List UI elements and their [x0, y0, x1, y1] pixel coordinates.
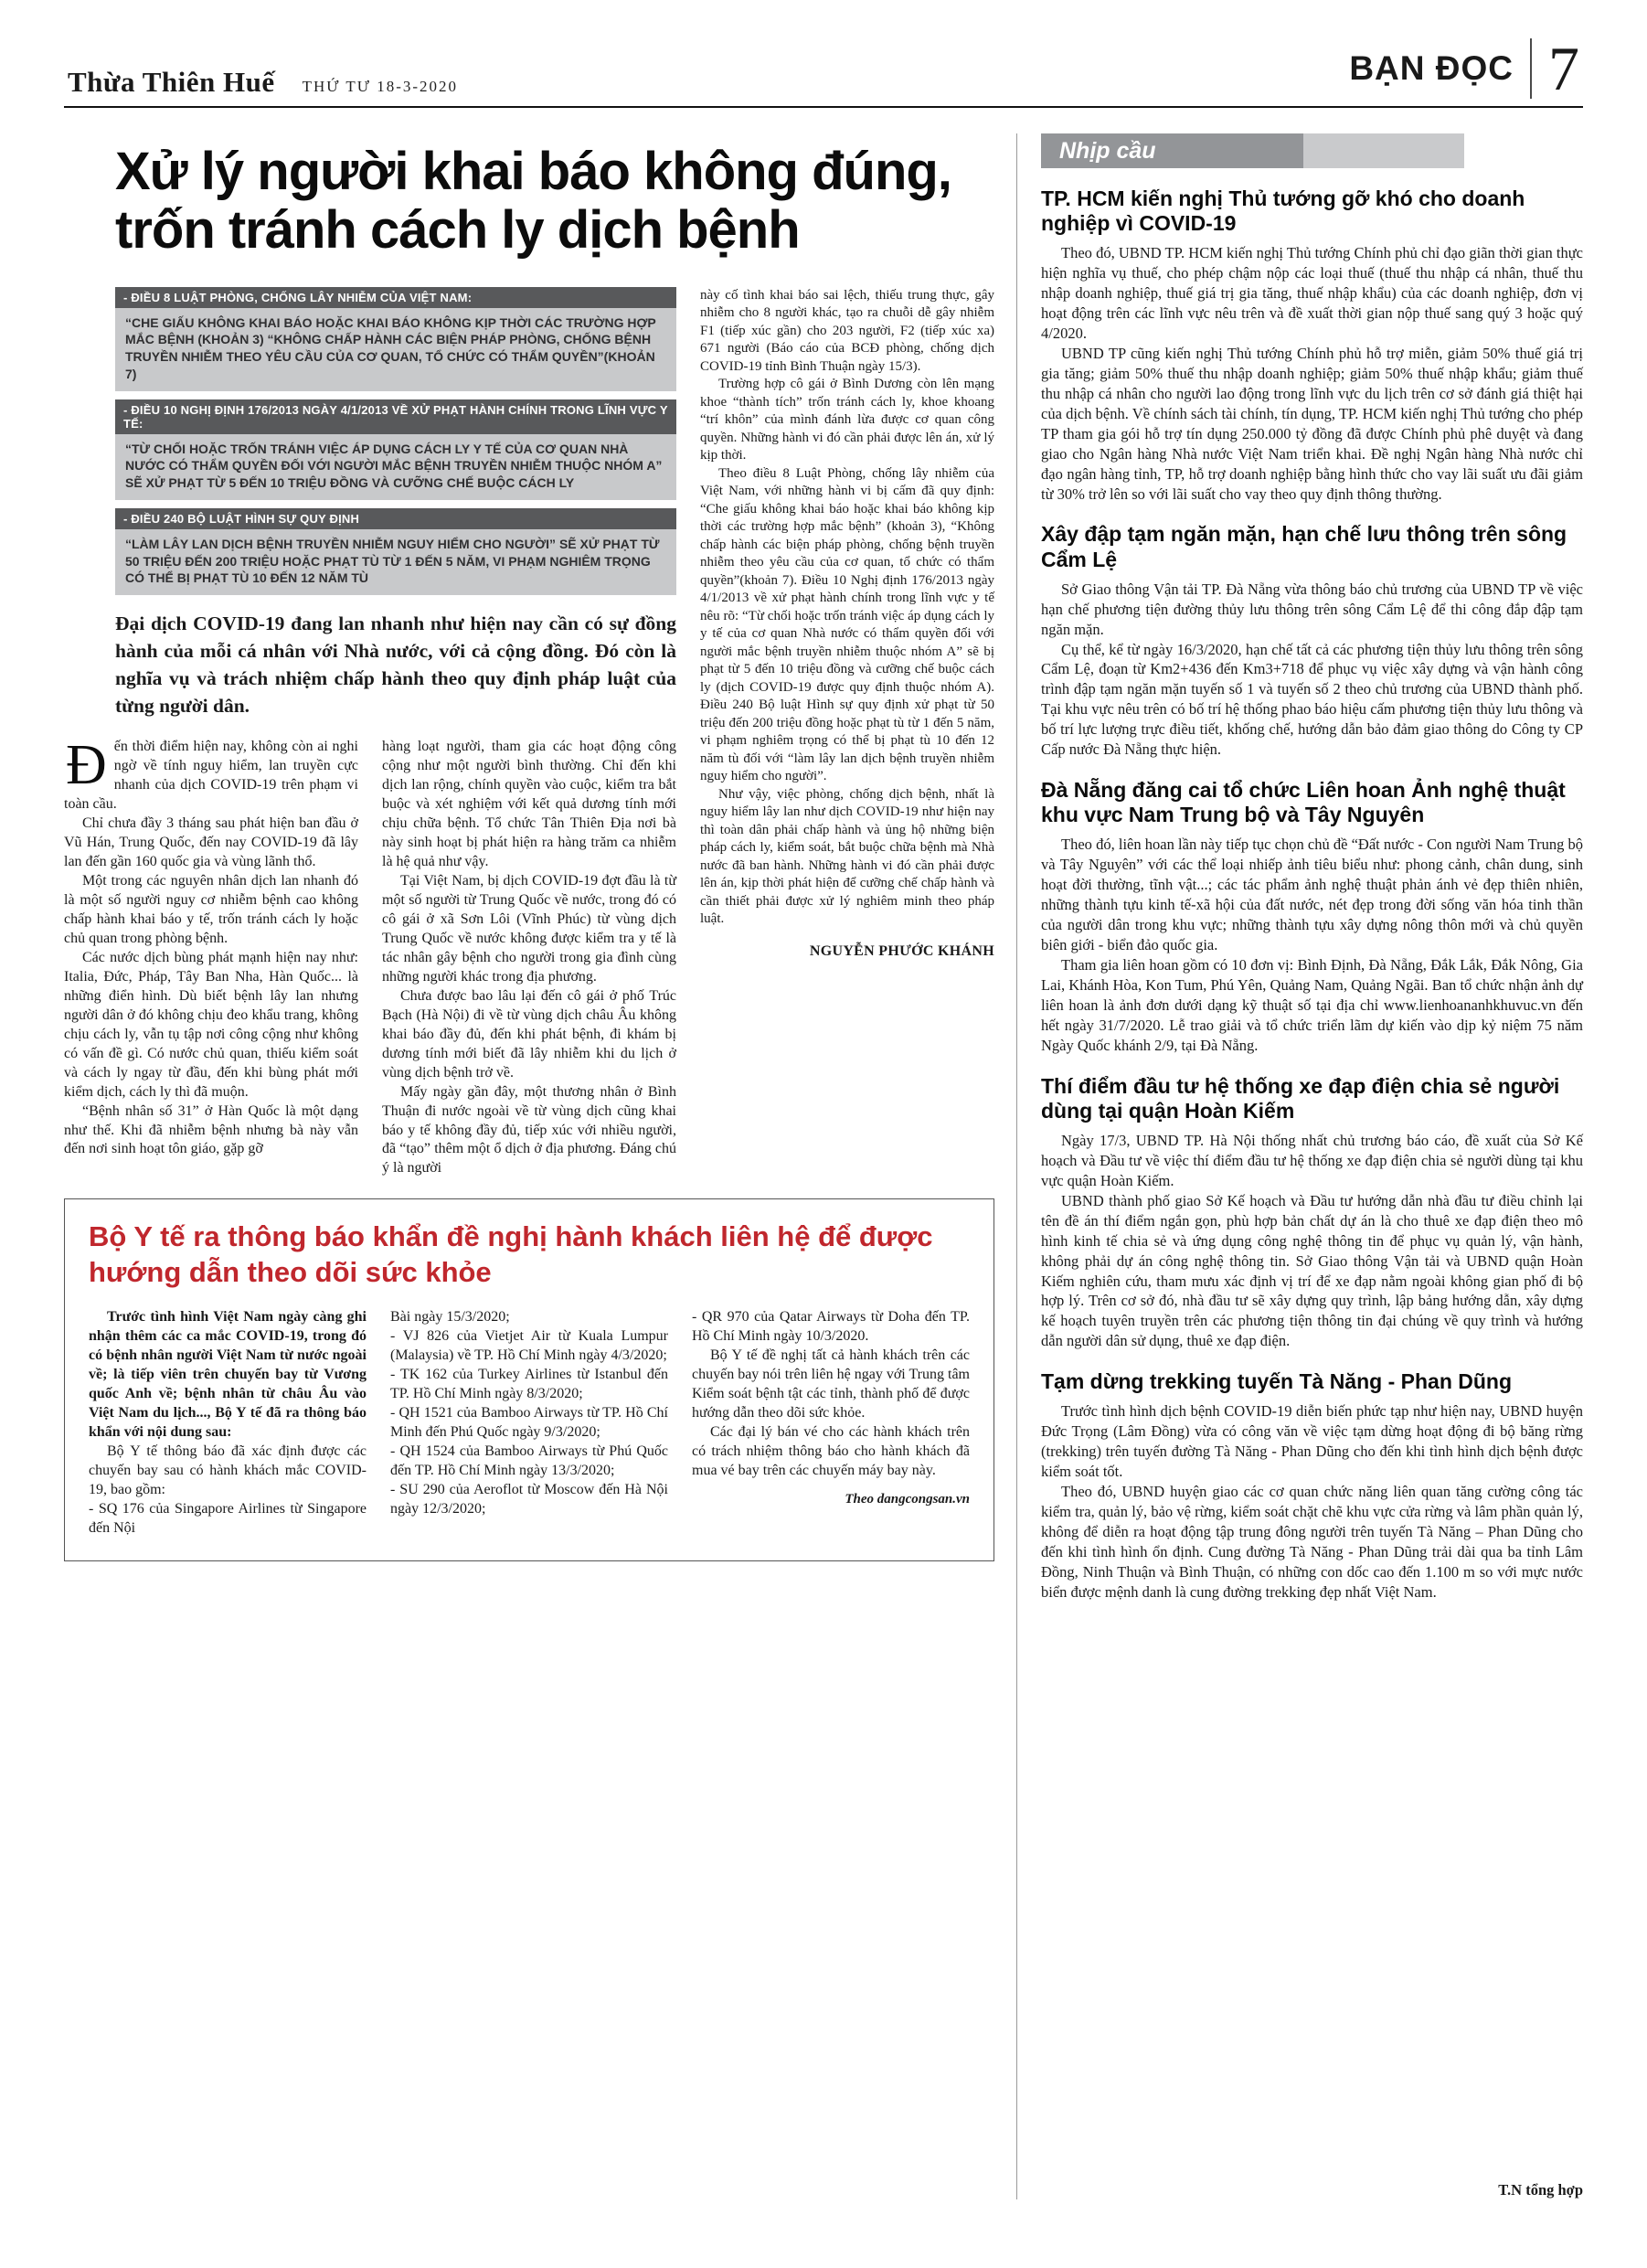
body-paragraph: Bộ Y tế thông báo đã xác định được các chuyến bay sau có hành khách mắc COVID-19, bao gồm:: [89, 1443, 367, 1497]
article-column-2: [382, 738, 676, 1178]
sidebar-byline: T.N tổng hợp: [1498, 2181, 1583, 2199]
body-paragraph: Các nước dịch bùng phát mạnh hiện nay như: Italia, Đức, Pháp, Tây Ban Nha, Hàn Quốc... là những điển hình. Dù biết bệnh lây lan nhưng người dân ở đó không chịu đeo khẩu trang, không chịu cách ly, vẫn tụ tập nơi công cộng như không có vấn đề gì. Có nước chủ quan, thiếu kiểm soát và cách ly ngay từ đầu, đến khi bùng phát mới kiểm dịch, cách ly thì đã muộn.: [64, 949, 358, 1100]
notice-column-1: [89, 1308, 367, 1538]
notice-column-3: [692, 1308, 970, 1538]
body-paragraph: UBND thành phố giao Sở Kế hoạch và Đầu tư hướng dẫn nhà đầu tư điều chỉnh lại tên đề án thí điểm ngắn gọn, phù hợp bản chất dự án là cho thuê xe đạp điện theo mô hình kinh tế chia sẻ và ứng dụng công nghệ thông tin để phục vụ quản lý, vận hành, không phải dự án công nghệ thông tin. Sở Giao thông Vận tải và UBND quận Hoàn Kiếm nghiên cứu, tham mưu xác định vị trí để xe đạp nằm ngoài không gian phố đi bộ hợp lý. Trên cơ sở đó, nhà đầu tư sẽ xây dựng quy trình, lập bảng hướng dẫn, xây dựng kế hoạch tuyên truyền trên các phương tiện thông tin đại chúng về quy trình và hướng dẫn người dân sử dụng, thuê xe đạp điện.: [1041, 1191, 1583, 1350]
sidebar-article-headline: TP. HCM kiến nghị Thủ tướng gỡ khó cho doanh nghiệp vì COVID-19: [1041, 186, 1525, 236]
main-article: [64, 133, 1016, 2199]
body-paragraph: - QH 1524 của Bamboo Airways từ Phú Quốc đến TP. Hồ Chí Minh ngày 13/3/2020;: [390, 1443, 668, 1478]
body-paragraph: Theo đó, UBND huyện giao các cơ quan chức năng liên quan tăng cường công tác kiểm tra, quản lý, bảo vệ rừng, kiểm soát chặt chẽ khu vực cửa rừng và lâm phần quản lý, không để diễn ra hoạt động tập trung đông người trên tuyến Tà Năng – Phan Dũng cho đến khi tình hình ổn định. Cung đường Tà Năng - Phan Dũng trải dài qua ba tỉnh Lâm Đồng, Ninh Thuận và Bình Thuận, có những con dốc cao đến 1.100 m so với mực nước biển được mệnh danh là cung đường trekking đẹp nhất Việt Nam.: [1041, 1483, 1583, 1601]
notice-headline: Bộ Y tế ra thông báo khẩn đề nghị hành khách liên hệ để được hướng dẫn theo dõi sức khỏe: [89, 1220, 933, 1288]
content-area: [64, 133, 1583, 2199]
author-byline: NGUYỄN PHƯỚC KHÁNH: [809, 942, 994, 959]
header-rule: [64, 106, 1583, 108]
body-paragraph: Sở Giao thông Vận tải TP. Đà Nẵng vừa thông báo chủ trương của UBND TP về việc hạn chế phương tiện đường thủy lưu thông trên sông Cẩm Lệ để thi công đắp đập tạm ngăn mặn.: [1041, 580, 1583, 638]
section-name: BẠN ĐỌC: [1349, 49, 1514, 87]
sidebar-article: [1041, 1369, 1583, 1603]
sidebar-article-headline: Xây đập tạm ngăn mặn, hạn chế lưu thông trên sông Cẩm Lệ: [1041, 522, 1567, 571]
body-paragraph: Theo điều 8 Luật Phòng, chống lây nhiễm của Việt Nam, với những hành vi bị cấm đã quy định: “Che giấu không khai báo hoặc khai báo không kịp thời các trường hợp mắc bệnh” (khoản 3), “Không chấp hành các biện pháp phòng, chống bệnh truyền nhiễm theo yêu cầu của cơ quan, tổ chức có thẩm quyền”(khoản 7). Điều 10 Nghị định 176/2013 ngày 4/1/2013 về xử phạt hành chính trong lĩnh vực y tế nêu rõ: “Từ chối hoặc trốn tránh việc áp dụng cách ly y tế của cơ quan Nhà nước có thẩm quyền đối với người mắc bệnh truyền nhiễm thuộc nhóm A” sẽ bị phạt từ 5 đến 10 triệu đồng và cưỡng chế buộc cách ly (dịch COVID-19 được quy định thuộc nhóm A). Điều 240 Bộ luật Hình sự quy định xử phạt từ 50 triệu đến 200 triệu đồng hoặc phạt tù từ 1 đến 5 năm, vi phạm nghiêm trọng có thể bị phạt tù 10 đến 12 năm tù đối với “làm lây lan dịch bệnh truyền nhiễm nguy hiểm cho người”.: [700, 465, 994, 784]
lead-paragraph: Đại dịch COVID-19 đang lan nhanh như hiện nay cần có sự đồng hành của mỗi cá nhân với Nhà nước, với cả cộng đồng. Đó còn là nghĩa vụ và trách nhiệm chấp hành theo quy định pháp luật của từng người dân.: [115, 612, 676, 718]
body-paragraph: Đến thời điểm hiện nay, không còn ai nghi ngờ về tính nguy hiểm, lan truyền cực nhanh của dịch COVID-19 trên phạm vi toàn cầu.: [64, 734, 358, 813]
body-paragraph: Tham gia liên hoan gồm có 10 đơn vị: Bình Định, Đà Nẵng, Đắk Lắk, Đắk Nông, Gia Lai, Khánh Hòa, Kon Tum, Phú Yên, Quảng Nam, Quảng Ngãi. Ban tổ chức nhận ảnh dự liên hoan là ảnh đơn dưới dạng kỹ thuật số tại địa chỉ www.lienhoananhkhuvuc.vn đến hết ngày 31/7/2020. Lễ trao giải và tổ chức triển lãm dự kiến vào dịp kỷ niệm 75 năm Ngày Quốc khánh 2/9, tại Đà Nẵng.: [1041, 956, 1583, 1054]
article-column-1: [64, 734, 358, 1178]
body-paragraph: này cố tình khai báo sai lệch, thiếu trung thực, gây nhiễm cho 8 người khác, tạo ra chuỗi dễ gây nhiễm F1 (tiếp xúc gần) cho 203 người, F2 (tiếp xúc xa) 671 người (Báo cáo của BCĐ phòng, chống dịch COVID-19 tỉnh Bình Thuận ngày 15/3).: [700, 287, 994, 374]
sidebar-article: [1041, 522, 1583, 760]
drop-cap: Đ: [66, 734, 107, 797]
article-column-3: [700, 287, 994, 1179]
body-paragraph: Theo đó, liên hoan lần này tiếp tục chọn chủ đề “Đất nước - Con người Nam Trung bộ và Tây Nguyên” với các thể loại nhiếp ảnh tiêu biểu như: phong cảnh, chân dung, sinh hoạt đời thường, tĩnh vật...; các tác phẩm ảnh nghệ thuật phản ánh vẻ đẹp thiên nhiên, những thành tựu kinh tế-xã hội của đất nước, nét đẹp trong đời sống văn hóa tinh thần của người dân trong khu vực; những thành tựu xây dựng nông thôn mới và chủ quyền biên giới - biển đảo quốc gia.: [1041, 836, 1583, 954]
masthead-group: [68, 66, 458, 99]
body-paragraph: Chỉ chưa đầy 3 tháng sau phát hiện ban đầu ở Vũ Hán, Trung Quốc, đến nay COVID-19 đã lây lan đến gần 160 quốc gia và vùng lãnh thổ.: [64, 815, 358, 870]
body-paragraph: - SQ 176 của Singapore Airlines từ Singapore đến Nội: [89, 1500, 367, 1536]
sidebar-article: [1041, 778, 1583, 1056]
section-banner: [1041, 133, 1464, 168]
body-paragraph: - QH 1521 của Bamboo Airways từ TP. Hồ Chí Minh đến Phú Quốc ngày 9/3/2020;: [390, 1405, 668, 1440]
sidebar-articles: [1041, 183, 1583, 1603]
health-notice-box: [64, 1198, 994, 1560]
law-box-label: - ĐIỀU 8 LUẬT PHÒNG, CHỐNG LÂY NHIỄM CỦA VIỆT NAM:: [115, 287, 676, 308]
law-box-label: - ĐIỀU 240 BỘ LUẬT HÌNH SỰ QUY ĐỊNH: [115, 508, 676, 529]
law-box: [115, 399, 676, 500]
body-paragraph: Bộ Y tế đề nghị tất cả hành khách trên các chuyến bay nói trên liên hệ ngay với Trung tâm Kiểm soát bệnh tật các tỉnh, thành phố để được hướng dẫn theo dõi sức khỏe.: [692, 1347, 970, 1421]
body-paragraph: Các đại lý bán vé cho các hành khách trên có trách nhiệm thông báo cho hành khách đã mua vé bay trên các chuyến máy bay này.: [692, 1423, 970, 1478]
header-divider: [1530, 38, 1532, 99]
body-paragraph: hàng loạt người, tham gia các hoạt động công cộng như một người bình thường. Chỉ đến khi dịch lan rộng, chính quyền vào cuộc, kiểm tra bắt buộc và xét nghiệm với kết quả dương tính mới chịu chữa bệnh. Tổ chức Tân Thiên Địa nơi bà này sinh hoạt bị phát hiện ra hàng trăm ca nhiễm là hệ quả như vậy.: [382, 739, 676, 870]
body-paragraph: Ngày 17/3, UBND TP. Hà Nội thống nhất chủ trương báo cáo, đề xuất của Sở Kế hoạch và Đầu tư về việc thí điểm đầu tư hệ thống xe đạp điện chia sẻ người dùng tại khu vực quận Hoàn Kiếm.: [1041, 1131, 1583, 1189]
body-paragraph: Một trong các nguyên nhân dịch lan nhanh đó là một số người nguy cơ nhiễm bệnh cao không chấp hành khai báo y tế, trốn tránh cách ly hoặc chủ quan trong phòng bệnh.: [64, 873, 358, 946]
law-box-text: “LÀM LÂY LAN DỊCH BỆNH TRUYỀN NHIỄM NGUY HIỂM CHO NGƯỜI” SẼ XỬ PHẠT TỪ 50 TRIỆU ĐẾN 200 TRIỆU HOẶC PHẠT TÙ TỪ 1 ĐẾN 5 NĂM, VI PHẠM NGHIÊM TRỌNG CÓ THỂ BỊ PHẠT TÙ 10 ĐẾN 12 NĂM TÙ: [115, 529, 676, 595]
sidebar-article: [1041, 1074, 1583, 1352]
body-paragraph: Như vậy, việc phòng, chống dịch bệnh, nhất là nguy hiểm lây lan như dịch COVID-19 như hiện nay thì toàn dân phải chấp hành và ủng hộ những biện pháp cách ly, kiểm soát, bắt buộc chữa bệnh mà Nhà nước đã ban hành. Những hành vi đó cần phải được lên án, kịp thời phát hiện để cưỡng chế chấp hành và cần thiết phải được xử lý nghiêm minh theo pháp luật.: [700, 786, 994, 927]
body-paragraph: Cụ thể, kể từ ngày 16/3/2020, hạn chế tất cả các phương tiện thủy lưu thông trên sông Cẩm Lệ, đoạn từ Km2+436 đến Km3+718 để phục vụ việc xây dựng và vận hành công trình đập tạm ngăn mặn tuyến số 1 và tuyến số 2 theo chủ trương của UBND thành phố. Tại khu vực nêu trên có bố trí hệ thống phao báo hiệu cấm phương tiện thủy lưu thông và bố trí lực lượng trực điều tiết, khống chế, hướng dẫn bảo đảm giao thông do Công ty CP Cấp nước Đà Nẵng thực hiện.: [1041, 640, 1583, 759]
sidebar-article-headline: Thí điểm đầu tư hệ thống xe đạp điện chia sẻ người dùng tại quận Hoàn Kiếm: [1041, 1073, 1560, 1123]
sidebar-nhip-cau: [1016, 133, 1583, 2199]
sidebar-article-headline: Tạm dừng trekking tuyến Tà Năng - Phan Dũng: [1041, 1369, 1513, 1394]
main-headline: Xử lý người khai báo không đúng, trốn tránh cách ly dịch bệnh: [115, 142, 951, 260]
body-paragraph: UBND TP cũng kiến nghị Thủ tướng Chính phủ hỗ trợ miễn, giảm 50% thuế giá trị gia tăng; giảm 50% thuế thu nhập doanh nghiệp; giảm 50% thuế nhập khẩu; giảm thuế thu nhập cá nhân cho người lao động trong lĩnh vực du lịch trên cơ sở đánh giá thiệt hại của dịch bệnh. Về chính sách tài chính, tín dụng, TP. HCM kiến nghị Thủ tướng cho phép TP tham gia gói hỗ trợ tín dụng 250.000 tỷ đồng đã được Chính phủ phê duyệt và đang giao cho Ngân hàng Nhà nước Việt Nam triển khai. Đề nghị Ngân hàng Nhà nước chỉ đạo ngân hàng tỉnh, TP, hỗ trợ doanh nghiệp bằng hình thức cho vay lãi suất ưu đãi giảm từ 30% trở lên so với lãi suất cho vay theo quy định thông thường.: [1041, 344, 1583, 503]
issue-date: THỨ TƯ 18-3-2020: [302, 78, 459, 95]
body-paragraph: - SU 290 của Aeroflot từ Moscow đến Hà Nội ngày 12/3/2020;: [390, 1481, 668, 1517]
body-paragraph: Trước tình hình dịch bệnh COVID-19 diễn biến phức tạp như hiện nay, UBND huyện Đức Trọng (Lâm Đồng) vừa có công văn về việc tạm dừng hoạt động đi bộ băng rừng (trekking) trên tuyến đường Tà Năng - Phan Dũng cho đến khi tình hình dịch bệnh được kiểm soát tốt.: [1041, 1402, 1583, 1481]
page-header: [64, 33, 1583, 103]
law-box-text: “TỪ CHỐI HOẶC TRỐN TRÁNH VIỆC ÁP DỤNG CÁCH LY Y TẾ CỦA CƠ QUAN NHÀ NƯỚC CÓ THẨM QUYỀN ĐỐI VỚI NGƯỜI MẮC BỆNH TRUYỀN NHIỄM THUỘC NHÓM A” SẼ XỬ PHẠT TỪ 5 ĐẾN 10 TRIỆU ĐỒNG VÀ CƯỠNG CHẾ BUỘC CÁCH LY: [115, 434, 676, 500]
notice-columns: [89, 1308, 970, 1538]
body-paragraph: Trường hợp cô gái ở Bình Dương còn lên mạng khoe “thành tích” trốn tránh cách ly, khoe khoang “trí khôn” của mình đánh lừa được cơ quan công quyền. Những hành vi đó cần phải được lên án, xử lý kịp thời.: [700, 377, 994, 463]
body-paragraph: Chưa được bao lâu lại đến cô gái ở phố Trúc Bạch (Hà Nội) đi về từ vùng dịch châu Âu không khai báo đầy đủ, đến khi phát bệnh, đi khám bị dương tính mới biết đã lây nhiễm khi du lịch ở vùng dịch bệnh trở về.: [382, 987, 676, 1081]
sidebar-article: [1041, 186, 1583, 504]
section-group: [1349, 33, 1579, 103]
source-credit: Theo dangcongsan.vn: [845, 1491, 970, 1507]
law-lead-block: [64, 287, 676, 720]
notice-column-2: [390, 1308, 668, 1538]
law-box: [115, 508, 676, 595]
law-boxes: [115, 287, 676, 596]
section-banner-tail: [1303, 133, 1464, 168]
page-number: 7: [1548, 33, 1579, 103]
law-box: [115, 287, 676, 391]
sidebar-article-headline: Đà Nẵng đăng cai tổ chức Liên hoan Ảnh nghệ thuật khu vực Nam Trung bộ và Tây Nguyên: [1041, 778, 1566, 827]
body-paragraph: - QR 970 của Qatar Airways từ Doha đến TP. Hồ Chí Minh ngày 10/3/2020.: [692, 1309, 970, 1345]
body-paragraph: Trước tình hình Việt Nam ngày càng ghi nhận thêm các ca mắc COVID-19, trong đó có bệnh nhân người Việt Nam từ nước ngoài về; là tiếp viên trên chuyến bay từ Vương quốc Anh về; bệnh nhân từ châu Âu vào Việt Nam du lịch..., Bộ Y tế đã ra thông báo khẩn với nội dung sau:: [89, 1309, 367, 1440]
law-box-text: “CHE GIẤU KHÔNG KHAI BÁO HOẶC KHAI BÁO KHÔNG KỊP THỜI CÁC TRƯỜNG HỢP MẮC BỆNH (KHOẢN 3) “KHÔNG CHẤP HÀNH CÁC BIỆN PHÁP PHÒNG, CHỐNG BỆNH TRUYỀN NHIỄM THEO YÊU CẦU CỦA CƠ QUAN, TỔ CHỨC CÓ THẨM QUYỀN”(KHOẢN 7): [115, 308, 676, 391]
body-paragraph: - VJ 826 của Vietjet Air từ Kuala Lumpur (Malaysia) về TP. Hồ Chí Minh ngày 4/3/2020;: [390, 1328, 668, 1364]
body-paragraph: Theo đó, UBND TP. HCM kiến nghị Thủ tướng Chính phủ chỉ đạo giãn thời gian thực hiện nghĩa vụ thuế, cho phép chậm nộp các loại thuế (thuế thu nhập cá nhân, thuế thu nhập doanh nghiệp, thuế giá trị gia tăng, thuế nhập khẩu) của các doanh nghiệp, đơn vị hoạt động trên các lĩnh vực nêu trên và đề xuất thời gian nộp thuế sang quý 3 hoặc quý 4/2020.: [1041, 244, 1583, 342]
law-box-label: - ĐIỀU 10 NGHỊ ĐỊNH 176/2013 NGÀY 4/1/2013 VỀ XỬ PHẠT HÀNH CHÍNH TRONG LĨNH VỰC Y TẾ:: [115, 399, 676, 434]
body-paragraph: - TK 162 của Turkey Airlines từ Istanbul đến TP. Hồ Chí Minh ngày 8/3/2020;: [390, 1367, 668, 1402]
body-paragraph: Bài ngày 15/3/2020;: [390, 1309, 510, 1326]
masthead-logo: Thừa Thiên Huế: [68, 66, 275, 98]
body-paragraph: Mấy ngày gần đây, một thương nhân ở Bình Thuận đi nước ngoài về từ vùng dịch cũng khai báo y tế không đầy đủ, tiếp xúc với nhiều người, đã “tạo” thêm một ổ dịch ở địa phương. Đáng chú ý là người: [382, 1083, 676, 1177]
body-paragraph: “Bệnh nhân số 31” ở Hàn Quốc là một dạng như thế. Khi đã nhiễm bệnh nhưng bà này vẫn đến nơi sinh hoạt tôn giáo, gặp gỡ: [64, 1102, 358, 1157]
body-paragraph: Tại Việt Nam, bị dịch COVID-19 đợt đầu là từ một số người từ Trung Quốc về nước, trong đó có cô gái ở xã Sơn Lôi (Vĩnh Phúc) từ vùng dịch Trung Quốc về nước không được kiểm tra y tế là tác nhân gây bệnh cho người trong gia đình cùng những người khác trong địa phương.: [382, 873, 676, 985]
article-body: [64, 287, 994, 1179]
section-banner-label: Nhịp cầu: [1041, 133, 1303, 168]
